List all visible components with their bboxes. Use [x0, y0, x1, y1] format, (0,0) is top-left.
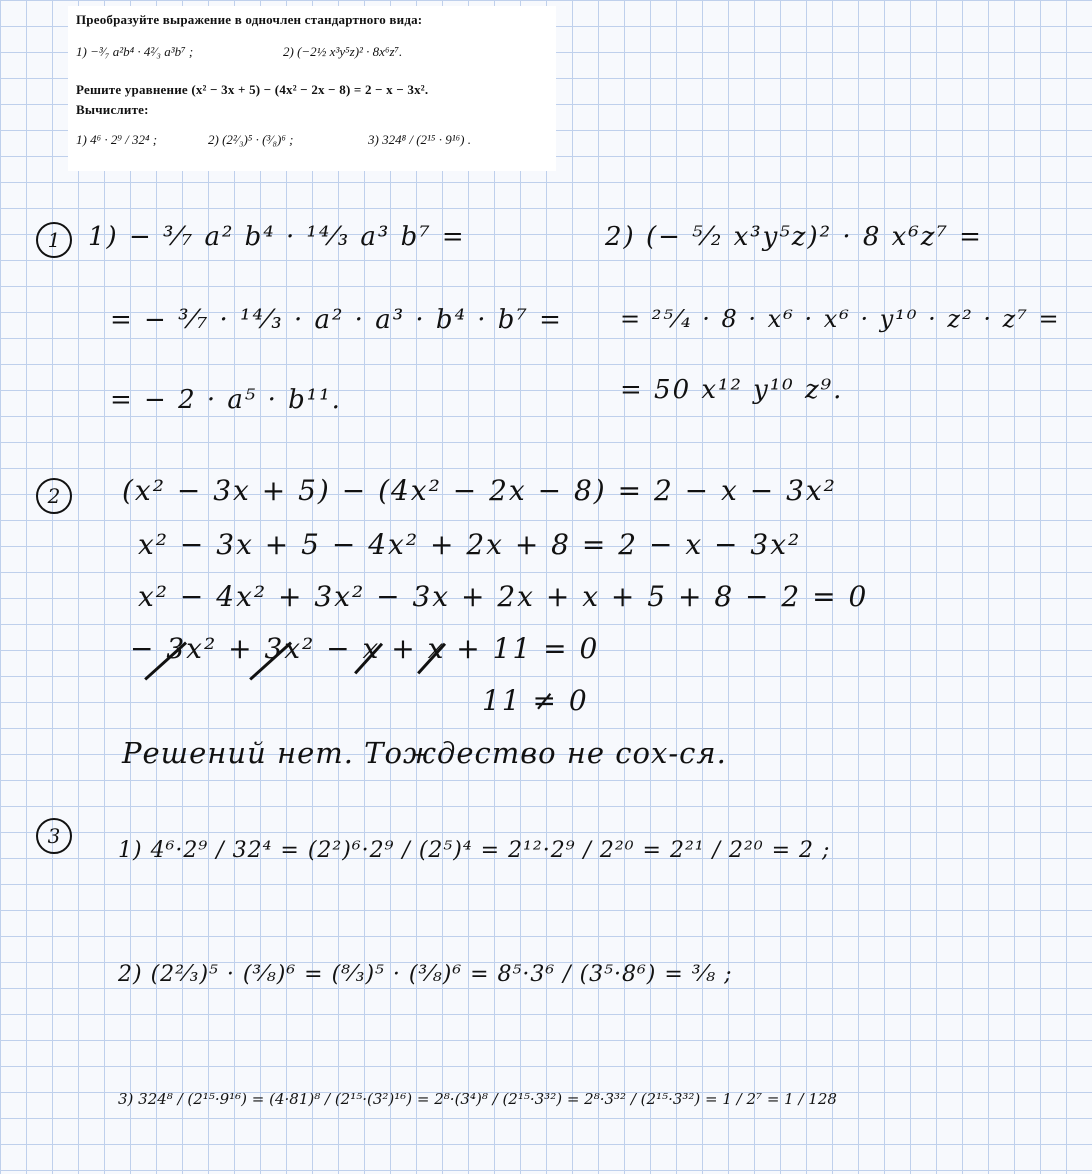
task-calc-3: 3) 324⁸ / (2¹⁵ · 9¹⁶) . — [368, 132, 471, 147]
sol1-part1-line2: = − ³⁄₇ · ¹⁴⁄₃ · a² · a³ · b⁴ · b⁷ = — [110, 305, 563, 335]
task-calc-2: 2) (2²⁄₃)⁵ · (³⁄₈)⁶ ; — [208, 132, 294, 147]
task-heading-equation: Решите уравнение (x² − 3x + 5) − (4x² − 2x − 8) = 2 − x − 3x². — [76, 82, 429, 97]
task-heading-monomial: Преобразуйте выражение в одночлен стандартного вида: — [76, 12, 423, 27]
sol2-line5: 11 ≠ 0 — [482, 684, 589, 717]
section-marker-1: 1 — [36, 222, 72, 258]
sol1-part2-line1: 2) (− ⁵⁄₂ x³y⁵z)² · 8 x⁶z⁷ = — [605, 222, 983, 252]
task-card — [68, 6, 556, 171]
task-calc-1: 1) 4⁶ · 2⁹ / 32⁴ ; — [76, 132, 158, 147]
sol2-line4: − 3x² + 3x² − x + x + 11 = 0 — [130, 632, 600, 665]
task-item-1: 1) −³⁄₇ a²b⁴ · 4²⁄₃ a³b⁷ ; — [76, 44, 194, 59]
sol2-line3: x² − 4x² + 3x² − 3x + 2x + x + 5 + 8 − 2 = 0 — [138, 580, 869, 613]
sol1-part2-line2: = ²⁵⁄₄ · 8 · x⁶ · x⁶ · y¹⁰ · z² · z⁷ = — [620, 305, 1061, 333]
sol2-conclusion: Решений нет. Тождество не сох-ся. — [122, 736, 727, 770]
sol2-line2: x² − 3x + 5 − 4x² + 2x + 8 = 2 − x − 3x² — [138, 528, 802, 561]
sol3-line1: 1) 4⁶·2⁹ / 32⁴ = (2²)⁶·2⁹ / (2⁵)⁴ = 2¹²·2⁹ / 2²⁰ = 2²¹ / 2²⁰ = 2 ; — [118, 838, 831, 863]
sol3-line3: 3) 324⁸ / (2¹⁵·9¹⁶) = (4·81)⁸ / (2¹⁵·(3²)¹⁶) = 2⁸·(3⁴)⁸ / (2¹⁵·3³²) = 2⁸·3³² / (2¹⁵·3³²) = 1 / 2⁷ = 1 / 128 — [118, 1090, 837, 1108]
sol1-part1-line1: 1) − ³⁄₇ a² b⁴ · ¹⁴⁄₃ a³ b⁷ = — [88, 222, 466, 252]
sol1-part1-line3: = − 2 · a⁵ · b¹¹. — [110, 385, 342, 415]
section-marker-3: 3 — [36, 818, 72, 854]
section-marker-2: 2 — [36, 478, 72, 514]
task-item-2: 2) (−2½ x³y⁵z)² · 8x⁶z⁷. — [283, 44, 403, 59]
task-heading-calculate: Вычислите: — [76, 102, 149, 117]
sol1-part2-line3: = 50 x¹² y¹⁰ z⁹. — [620, 375, 844, 405]
sol2-line1: (x² − 3x + 5) − (4x² − 2x − 8) = 2 − x − 3x² — [122, 474, 837, 507]
sol3-line2: 2) (2²⁄₃)⁵ · (³⁄₈)⁶ = (⁸⁄₃)⁵ · (³⁄₈)⁶ = 8⁵·3⁶ / (3⁵·8⁶) = ³⁄₈ ; — [118, 962, 733, 987]
